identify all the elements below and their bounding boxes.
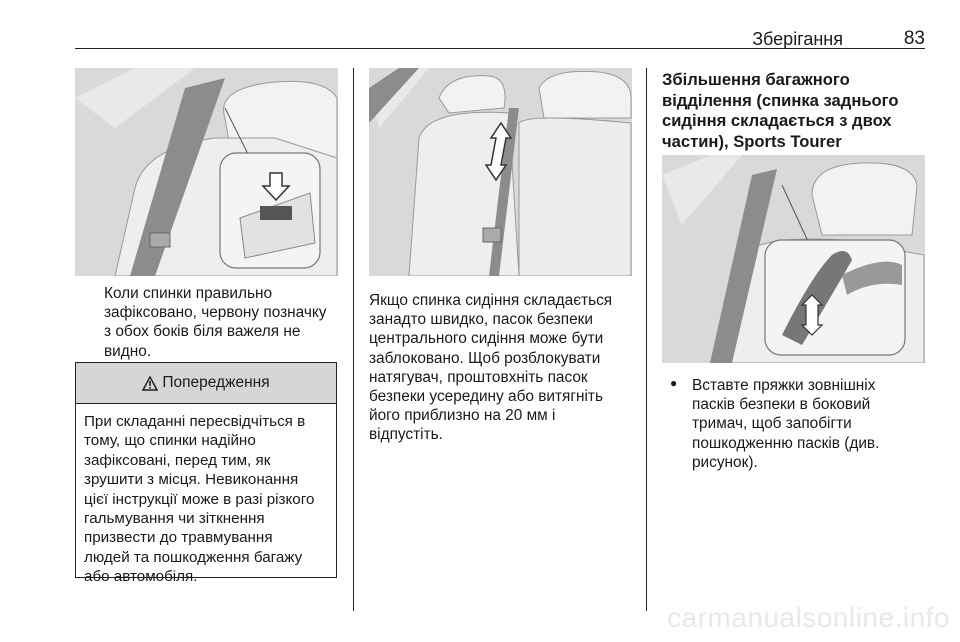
warning-text: При складанні пересвідчіться в тому, що спинки надійно зафіксовані, перед тим, як зрушити з місця. Невиконання цієї інструкції може в разі різкого гальмування чи зіткнення призвести до травмування людей та пошкодження багажу або автомобіля. [84,413,315,586]
warning-header [76,363,336,404]
bullet-text: Вставте пряжки зовнішніх пасків безпеки в боковий тримач, щоб запобігти пошкодженню пасків (див. рисунок). [692,377,880,471]
section-title: Зберігання [752,29,843,49]
rear-seat-belt-illustration [369,68,632,276]
page-header [75,26,925,49]
figure-buckle-holder [662,155,925,363]
figure-seat-lever [75,68,338,276]
column-divider-2 [646,68,647,611]
page-number: 83 [903,28,925,49]
warning-title: Попередження [162,374,270,391]
warning-icon [142,376,158,391]
tensioner-text: Якщо спинка сидіння складається занадто швидко, пасок безпеки центрального сидіння може бути заблоковано. Щоб розблокувати натягувач, проштовхніть пасок безпеки усередину або витягніть його приблизно на 20 мм і відпустіть. [369,292,613,444]
bullet-marker: ● [670,376,678,390]
column-divider-1 [353,68,354,611]
caption-lever-text: Коли спинки правильно зафіксовано, червону позначку з обох боків біля важеля не видно. [104,285,327,360]
warning-box [75,362,337,586]
figure-rear-seats [369,68,632,276]
watermark: carmanualsonline.info [667,602,950,633]
buckle-holder-illustration [662,155,925,363]
seat-lever-illustration [75,68,338,276]
section-heading: Збільшення багажного відділення (спинка заднього сидіння складається з двох частин), Sports Tourer [662,70,899,151]
